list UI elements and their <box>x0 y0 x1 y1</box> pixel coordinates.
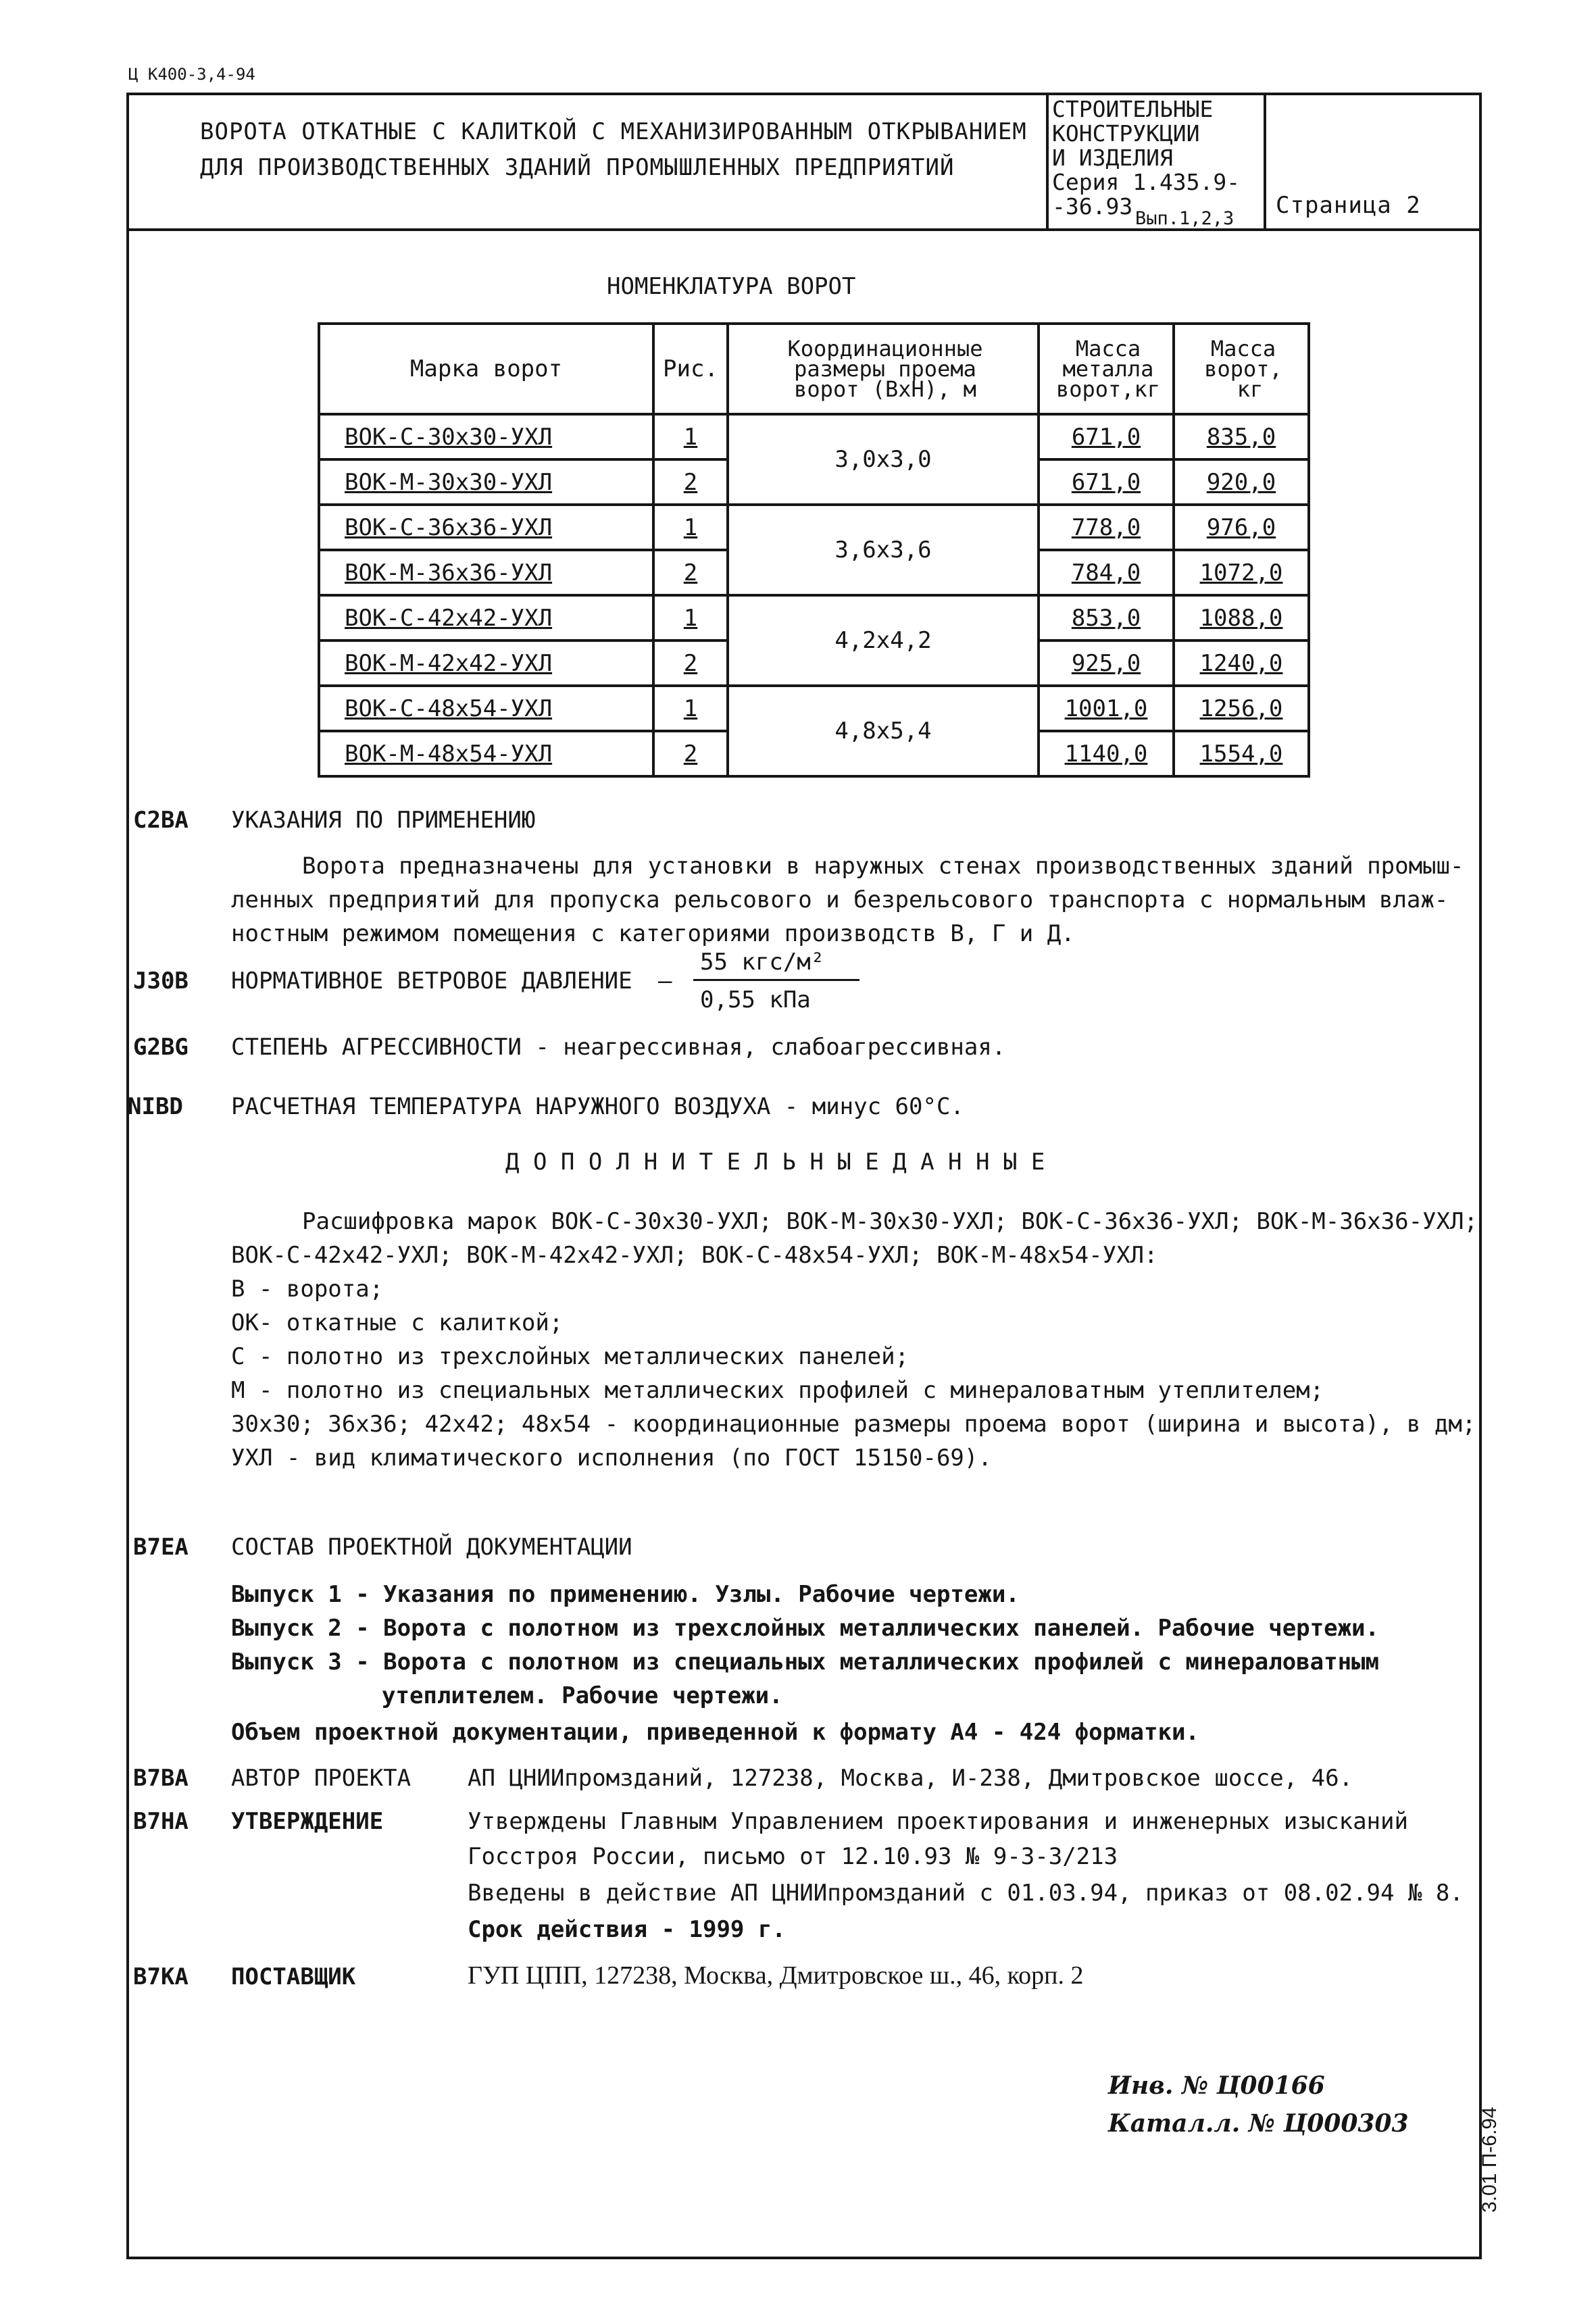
section-code-aggressiveness: G2BG <box>133 1034 189 1061</box>
cell-mark: ВОК-С-30х30-УХЛ <box>319 414 653 459</box>
author-text: АП ЦНИИпромзданий, 127238, Москва, И-238, Дмитровское шоссе, 46. <box>468 1765 1353 1792</box>
cell-fig: 2 <box>653 731 728 776</box>
approval-line-4: Срок действия - 1999 г. <box>468 1916 786 1943</box>
inventory-number: Инв. № Ц00166 <box>1108 2071 1325 2100</box>
fraction-line <box>693 979 859 981</box>
header-column-divider-1 <box>1046 93 1049 231</box>
cell-gate-mass: 976,0 <box>1174 505 1309 550</box>
cell-gate-mass: 1554,0 <box>1174 731 1309 776</box>
section-code-docs: B7EA <box>133 1534 189 1561</box>
section-code-author: B7BA <box>133 1765 189 1792</box>
additional-data-title: Д О П О Л Н И Т Е Л Ь Н Ы Е Д А Н Н Ы Е <box>505 1149 1045 1176</box>
additional-line-5: С - полотно из трехслойных металлических панелей; <box>231 1343 909 1370</box>
header-divider <box>126 228 1482 231</box>
cell-fig: 1 <box>653 414 728 459</box>
supplier-text: ГУП ЦПП, 127238, Москва, Дмитровское ш., 46, корп. 2 <box>468 1961 1084 1990</box>
catalog-sheet-number: Катал.л. № Ц000303 <box>1108 2109 1409 2138</box>
series-line-4: Серия 1.435.9- <box>1052 169 1241 195</box>
col-header-fig: Рис. <box>653 324 728 414</box>
section-code-usage: C2BA <box>133 807 189 834</box>
approval-line-1: Утверждены Главным Управлением проектирования и инженерных изысканий <box>468 1808 1408 1835</box>
additional-line-8: УХЛ - вид климатического исполнения (по ГОСТ 15150-69). <box>231 1444 992 1472</box>
cell-metal-mass: 1140,0 <box>1039 731 1174 776</box>
col-header-gate-l3: кг <box>1237 376 1264 402</box>
table-row <box>319 686 1309 731</box>
additional-line-3: В - ворота; <box>231 1276 384 1303</box>
cell-metal-mass: 925,0 <box>1039 640 1174 686</box>
cell-mark: ВОК-М-30х30-УХЛ <box>319 459 653 505</box>
section-title-author: АВТОР ПРОЕКТА <box>231 1765 412 1792</box>
approval-line-3: Введены в действие АП ЦНИИпромзданий с 01.03.94, приказ от 08.02.94 № 8. <box>468 1880 1464 1907</box>
cell-gate-mass: 1240,0 <box>1174 640 1309 686</box>
series-line-5: -36.93 <box>1052 193 1133 220</box>
cell-metal-mass: 671,0 <box>1039 459 1174 505</box>
cell-fig: 2 <box>653 459 728 505</box>
cell-dimensions: 3,6х3,6 <box>728 505 1039 595</box>
cell-dimensions: 4,8х5,4 <box>728 686 1039 776</box>
table-row <box>319 414 1309 459</box>
additional-line-1: Расшифровка марок ВОК-С-30х30-УХЛ; ВОК-М-30х30-УХЛ; ВОК-С-36х36-УХЛ; ВОК-М-36х36-УХЛ; <box>302 1208 1478 1235</box>
additional-line-4: ОК- откатные с калиткой; <box>231 1309 564 1336</box>
nomenclature-table <box>318 322 1310 778</box>
cell-dimensions: 3,0х3,0 <box>728 414 1039 505</box>
cell-dimensions: 4,2х4,2 <box>728 595 1039 686</box>
header-title-line-1: ВОРОТА ОТКАТНЫЕ С КАЛИТКОЙ С МЕХАНИЗИРОВАННЫМ ОТКРЫВАНИЕМ <box>200 118 1027 145</box>
section-code-approval: B7HA <box>133 1808 189 1835</box>
col-header-gate-l1: Масса <box>1210 336 1276 361</box>
series-line-2: КОНСТРУКЦИИ <box>1052 120 1200 147</box>
usage-text-line-3: ностным режимом помещения с категориями производств В, Г и Д. <box>231 920 1075 947</box>
header-column-divider-2 <box>1264 93 1266 231</box>
cell-metal-mass: 778,0 <box>1039 505 1174 550</box>
section-code-supplier: B7KA <box>133 1963 189 1990</box>
cell-gate-mass: 1256,0 <box>1174 686 1309 731</box>
table-row <box>319 505 1309 550</box>
cell-mark: ВОК-М-36х36-УХЛ <box>319 550 653 595</box>
cell-fig: 1 <box>653 505 728 550</box>
col-header-gate-mass <box>1174 324 1309 414</box>
series-line-1: СТРОИТЕЛЬНЫЕ <box>1052 96 1214 122</box>
temperature-text: РАСЧЕТНАЯ ТЕМПЕРАТУРА НАРУЖНОГО ВОЗДУХА - минус 60°С. <box>231 1093 964 1120</box>
docs-line-5: Объем проектной документации, приведенной к формату А4 - 424 форматки. <box>231 1719 1199 1746</box>
table-row <box>319 595 1309 640</box>
cell-fig: 1 <box>653 595 728 640</box>
page-number: Страница 2 <box>1276 192 1421 219</box>
section-title-usage: УКАЗАНИЯ ПО ПРИМЕНЕНИЮ <box>231 807 536 834</box>
cell-fig: 2 <box>653 550 728 595</box>
section-title-docs: СОСТАВ ПРОЕКТНОЙ ДОКУМЕНТАЦИИ <box>231 1534 632 1561</box>
document-code: Ц К400-3,4-94 <box>128 65 255 84</box>
header-title-line-2: ДЛЯ ПРОИЗВОДСТВЕННЫХ ЗДАНИЙ ПРОМЫШЛЕННЫХ ПРЕДПРИЯТИЙ <box>200 154 955 181</box>
section-code-temperature: NIBD <box>128 1093 183 1120</box>
section-title-approval: УТВЕРЖДЕНИЕ <box>231 1808 384 1835</box>
cell-fig: 1 <box>653 686 728 731</box>
cell-metal-mass: 784,0 <box>1039 550 1174 595</box>
cell-mark: ВОК-М-48х54-УХЛ <box>319 731 653 776</box>
cell-fig: 2 <box>653 640 728 686</box>
cell-metal-mass: 671,0 <box>1039 414 1174 459</box>
additional-line-7: 30х30; 36х36; 42х42; 48х54 - координационные размеры проема ворот (ширина и высота), в дм; <box>231 1411 1476 1438</box>
section-code-wind: J30B <box>133 967 189 995</box>
docs-line-3: Выпуск 3 - Ворота с полотном из специальных металлических профилей с минераловатным <box>231 1649 1379 1676</box>
docs-line-2: Выпуск 2 - Ворота с полотном из трехслойных металлических панелей. Рабочие чертежи. <box>231 1615 1379 1642</box>
section-title-wind: НОРМАТИВНОЕ ВЕТРОВОЕ ДАВЛЕНИЕ <box>231 967 632 995</box>
col-header-mark: Марка ворот <box>319 324 653 414</box>
col-header-dimensions-l2: размеры проема <box>794 356 976 382</box>
docs-line-4: утеплителем. Рабочие чертежи. <box>382 1682 783 1709</box>
usage-text-line-1: Ворота предназначены для установки в наружных стенах производственных зданий промыш- <box>302 853 1464 880</box>
usage-text-line-2: ленных предприятий для пропуска рельсового и безрельсового транспорта с нормальным влаж- <box>231 886 1449 913</box>
col-header-metal-l3: ворот,кг <box>1055 376 1161 402</box>
cell-mark: ВОК-С-48х54-УХЛ <box>319 686 653 731</box>
cell-metal-mass: 853,0 <box>1039 595 1174 640</box>
section-title-supplier: ПОСТАВЩИК <box>231 1963 356 1990</box>
series-line-3: И ИЗДЕЛИЯ <box>1052 145 1173 171</box>
side-code: 3.01 П-6.94 <box>1478 2107 1501 2213</box>
col-header-metal-mass <box>1039 324 1174 414</box>
nomenclature-title: НОМЕНКЛАТУРА ВОРОТ <box>607 273 856 300</box>
cell-gate-mass: 1072,0 <box>1174 550 1309 595</box>
col-header-dimensions-l1: Координационные <box>787 336 983 361</box>
cell-mark: ВОК-М-42х42-УХЛ <box>319 640 653 686</box>
cell-metal-mass: 1001,0 <box>1039 686 1174 731</box>
cell-gate-mass: 1088,0 <box>1174 595 1309 640</box>
col-header-metal-l2: металла <box>1062 356 1154 382</box>
additional-line-6: М - полотно из специальных металлических профилей с минераловатным утеплителем; <box>231 1377 1324 1404</box>
cell-mark: ВОК-С-42х42-УХЛ <box>319 595 653 640</box>
wind-value-kgf: 55 кгс/м² <box>700 949 825 976</box>
col-header-gate-l2: ворот, <box>1204 356 1282 382</box>
table-header-row <box>319 324 1309 414</box>
approval-line-2: Госстроя России, письмо от 12.10.93 № 9-3-3/213 <box>468 1843 1118 1870</box>
series-issue: Вып.1,2,3 <box>1135 208 1235 229</box>
additional-line-2: ВОК-С-42х42-УХЛ; ВОК-М-42х42-УХЛ; ВОК-С-48х54-УХЛ; ВОК-М-48х54-УХЛ: <box>231 1242 1158 1269</box>
wind-value-kpa: 0,55 кПа <box>700 986 811 1013</box>
cell-mark: ВОК-С-36х36-УХЛ <box>319 505 653 550</box>
docs-line-1: Выпуск 1 - Указания по применению. Узлы. Рабочие чертежи. <box>231 1581 1020 1608</box>
cell-gate-mass: 835,0 <box>1174 414 1309 459</box>
col-header-metal-l1: Масса <box>1075 336 1141 361</box>
col-header-dimensions-l3: ворот (ВхН), м <box>794 376 976 402</box>
aggressiveness-text: СТЕПЕНЬ АГРЕССИВНОСТИ - неагрессивная, слабоагрессивная. <box>231 1034 1006 1061</box>
cell-gate-mass: 920,0 <box>1174 459 1309 505</box>
col-header-dimensions <box>728 324 1039 414</box>
wind-dash: – <box>658 967 672 995</box>
